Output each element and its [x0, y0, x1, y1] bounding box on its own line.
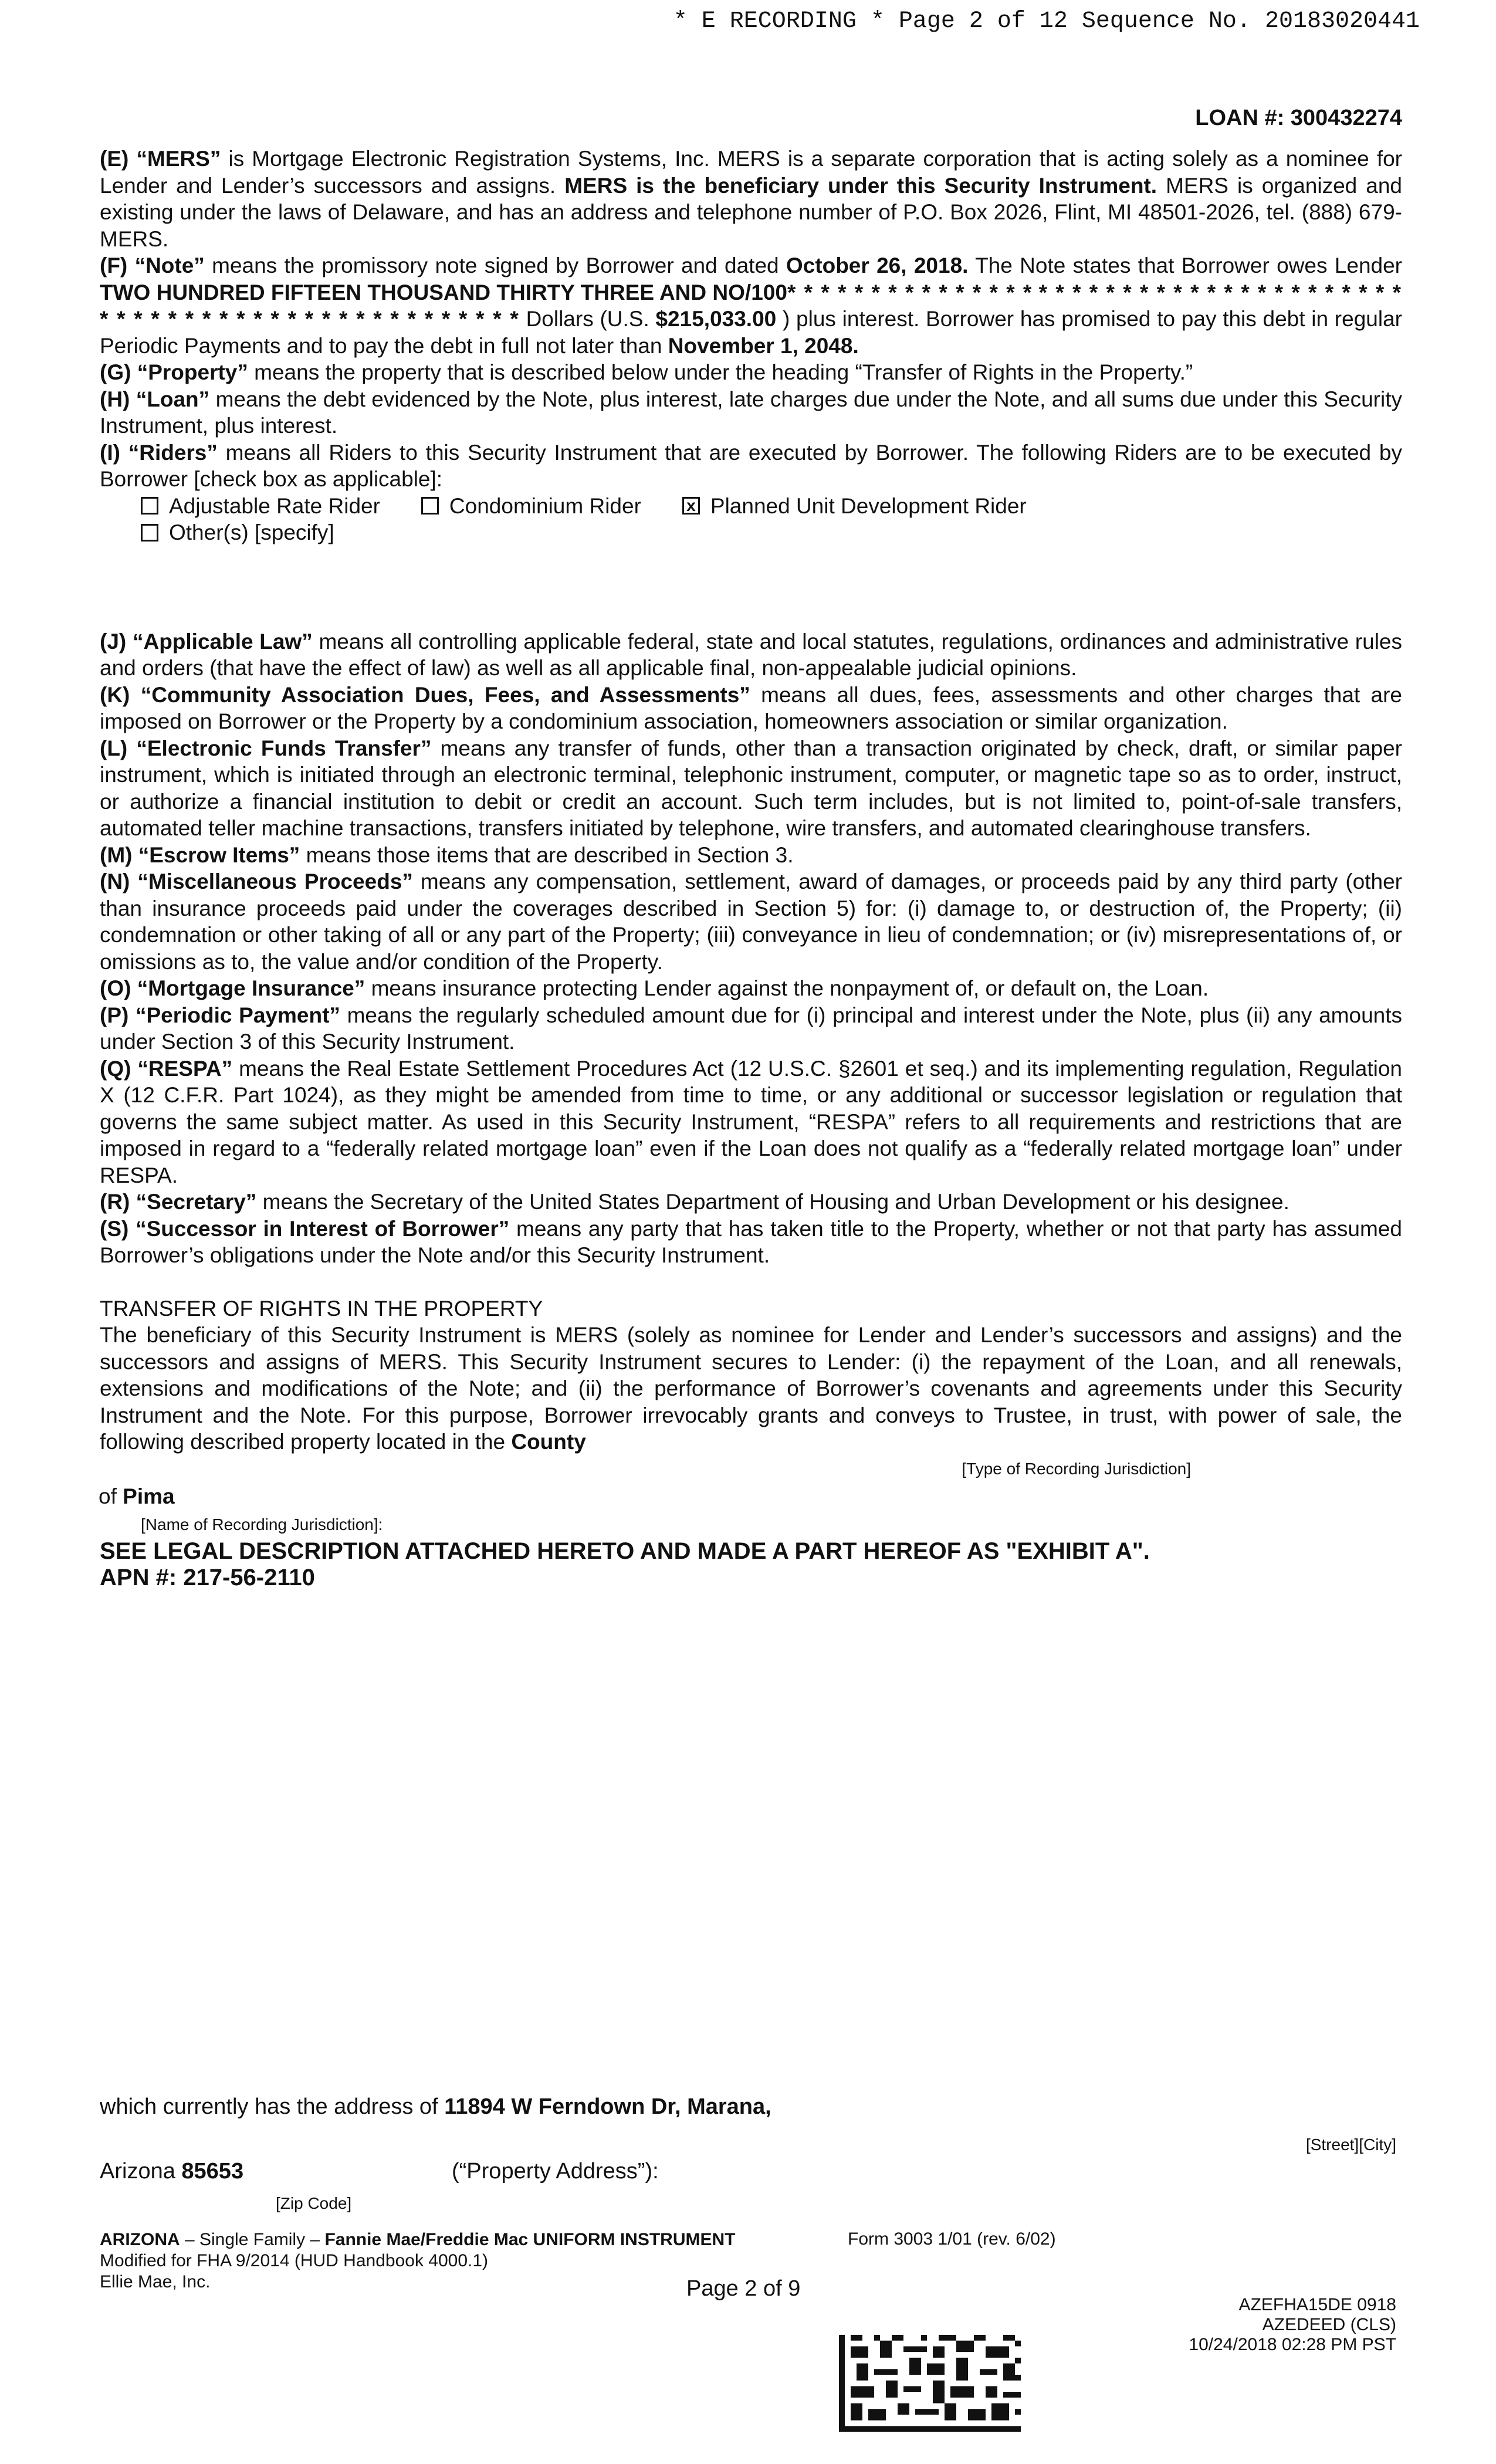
rider-other[interactable]: Other(s) [specify]	[141, 519, 334, 546]
document-body	[100, 145, 1402, 1592]
section-s: (S) “Successor in Interest of Borrower” means any party that has taken title to the Property, whether or not that party has assumed Borrower’s obligations under the Note and/or this Security Instrument.	[100, 1216, 1402, 1267]
jurisdiction-line: of Pima	[99, 1484, 175, 1508]
zip-code-label: [Zip Code]	[276, 2194, 352, 2212]
rider-planned-unit-development[interactable]: x Planned Unit Development Rider	[682, 493, 1027, 520]
section-p: (P) “Periodic Payment” means the regularly scheduled amount due for (i) principal and interest under the Note, plus (ii) any amounts under Section 3 of this Security Instrument.	[100, 1003, 1403, 1054]
section-k: (K) “Community Association Dues, Fees, and Assessments” means all dues, fees, assessments and other charges that are imposed on Borrower or the Property by a condominium association, homeowners association or similar organization.	[100, 682, 1403, 733]
legal-description: SEE LEGAL DESCRIPTION ATTACHED HERETO AND MADE A PART HEREOF AS "EXHIBIT A".	[100, 1538, 1150, 1564]
term-mers: “MERS”	[136, 147, 221, 171]
loan-number: LOAN #: 300432274	[1195, 106, 1402, 130]
term-note: “Note”	[134, 253, 205, 277]
recording-header: * E RECORDING * Page 2 of 12 Sequence No. 20183020441	[673, 8, 1420, 35]
maturity-date: November 1, 2048.	[668, 333, 859, 358]
section-m: (M) “Escrow Items” means those items that are described in Section 3.	[100, 842, 794, 867]
section-i: (I) “Riders” means all Riders to this Security Instrument that are executed by Borrower. The following Riders are to be executed by Borrower [check box as applicable]:	[100, 440, 1403, 491]
section-q: (Q) “RESPA” means the Real Estate Settlement Procedures Act (12 U.S.C. §2601 et seq.) and its implementing regulation, Regulation X (12 C.F.R. Part 1024), as they might be amended from time to time, or any additional or successor legislation or regulation that governs the same subject matter. As used in this Security Instrument, “RESPA” refers to all requirements and restrictions that are imposed in regard to a “federally related mortgage loan” even if the Loan does not qualify as a “federally related mortgage loan” under RESPA.	[100, 1056, 1402, 1187]
amount-words: TWO HUNDRED FIFTEEN THOUSAND THIRTY THREE AND NO/100	[100, 280, 787, 304]
barcode-icon	[839, 2335, 1021, 2432]
riders-checklist	[141, 493, 1402, 546]
loan-amount: $215,033.00	[655, 307, 777, 331]
section-n: (N) “Miscellaneous Proceeds” means any compensation, settlement, award of damages, or proceeds paid by any third party (other than insurance proceeds paid under the coverages described in Section 5) for: (i) damage to, or destruction of, the Property; (ii) condemnation or other taking of all or any part of the Property; (iii) conveyance in lieu of condemnation; or (iv) misrepresentations of, or omissions as to, the value and/or condition of the Property.	[100, 869, 1402, 974]
rider-adjustable-rate[interactable]: Adjustable Rate Rider	[141, 493, 380, 520]
apn-number: APN #: 217-56-2110	[100, 1565, 315, 1590]
transfer-heading: TRANSFER OF RIGHTS IN THE PROPERTY	[100, 1296, 543, 1321]
section-h: (H) “Loan” means the debt evidenced by the Note, plus interest, late charges due under the Note, and all sums due under this Security Instrument, plus interest.	[100, 387, 1402, 438]
footer-instrument-info: ARIZONA – Single Family – Fannie Mae/Freddie Mac UNIFORM INSTRUMENT Modified for FHA 9/2014 (HUD Handbook 4000.1) Ellie Mae, Inc.	[100, 2230, 736, 2292]
rider-condominium[interactable]: Condominium Rider	[421, 493, 641, 520]
jurisdiction-type: County	[511, 1430, 586, 1454]
footer-form-number: Form 3003 1/01 (rev. 6/02)	[848, 2229, 1056, 2249]
footer-page-number: Page 2 of 9	[686, 2276, 801, 2301]
jurisdiction-name: Pima	[123, 1484, 175, 1508]
street-city: 11894 W Ferndown Dr, Marana,	[444, 2094, 771, 2119]
section-f: (F) “Note” means the promissory note signed by Borrower and dated October 26, 2018. The Note states that Borrower owes Lender TWO HUNDRED FIFTEEN THOUSAND THIRTY THREE AND NO/100* * * * * * * * * * * * * * * * * * * * * * * * * * * * * * * * * * * * * * * * * * * * * * * * * * * * * * * * * * * * * * Dollars (U.S. $215,033.00 ) plus interest. Borrower has promised to pay this debt in regular Periodic Payments and to pay the debt in full not later than November 1, 2048.	[100, 253, 1403, 358]
address-line: which currently has the address of 11894 W Ferndown Dr, Marana,	[100, 2094, 771, 2119]
zip-code: 85653	[181, 2159, 244, 2184]
checkbox[interactable]	[421, 497, 439, 515]
note-date: October 26, 2018.	[786, 253, 969, 277]
jurisdiction-name-label: [Name of Recording Jurisdiction]:	[141, 1515, 383, 1534]
section-l: (L) “Electronic Funds Transfer” means any transfer of funds, other than a transaction originated by check, draft, or similar paper instrument, which is initiated through an electronic terminal, telephonic instrument, computer, or magnetic tape so as to order, instruct, or authorize a financial institution to debit or credit an account. Such term includes, but is not limited to, point-of-sale transfers, automated teller machine transactions, transfers initiated by telephone, wire transfers, and automated clearinghouse transfers.	[100, 736, 1403, 840]
state-zip-line: Arizona 85653	[100, 2159, 244, 2184]
section-g: (G) “Property” means the property that is described below under the heading “Transfer of Rights in the Property.”	[100, 360, 1193, 384]
checkbox[interactable]	[141, 497, 158, 515]
checkbox-checked[interactable]: x	[682, 497, 700, 515]
street-city-label: [Street][City]	[1305, 2135, 1396, 2154]
property-address-label: (“Property Address”):	[452, 2159, 659, 2184]
section-j: (J) “Applicable Law” means all controlling applicable federal, state and local statutes, regulations, ordinances and administrative rules and orders (that have the effect of law) as well as all applicable final, non-appealable judicial opinions.	[100, 629, 1402, 680]
jurisdiction-type-label: [Type of Recording Jurisdiction]	[962, 1459, 1191, 1478]
checkbox[interactable]	[141, 524, 158, 541]
section-r: (R) “Secretary” means the Secretary of the United States Department of Housing and Urban Development or his designee.	[100, 1190, 1289, 1214]
section-o: (O) “Mortgage Insurance” means insurance protecting Lender against the nonpayment of, or default on, the Loan.	[100, 976, 1209, 1000]
footer-codes: AZEFHA15DE 0918 AZEDEED (CLS) 10/24/2018 02:28 PM PST	[1189, 2295, 1396, 2354]
transfer-text: The beneficiary of this Security Instrument is MERS (solely as nominee for Lender and Lender’s successors and assigns) and the successors and assigns of MERS. This Security Instrument secures to Lender: (i) the repayment of the Loan, and all renewals, extensions and modifications of the Note; and (ii) the performance of Borrower’s covenants and agreements under this Security Instrument and the Note. For this purpose, Borrower irrevocably grants and conveys to Trustee, in trust, with power of sale, the following described property located in the County	[100, 1323, 1402, 1454]
section-e: (E) “MERS” is Mortgage Electronic Registration Systems, Inc. MERS is a separate corporation that is acting solely as a nominee for Lender and Lender’s successors and assigns. MERS is the beneficiary under this Security Instrument. MERS is organized and existing under the laws of Delaware, and has an address and telephone number of P.O. Box 2026, Flint, MI 48501-2026, tel. (888) 679-MERS.	[100, 147, 1403, 251]
